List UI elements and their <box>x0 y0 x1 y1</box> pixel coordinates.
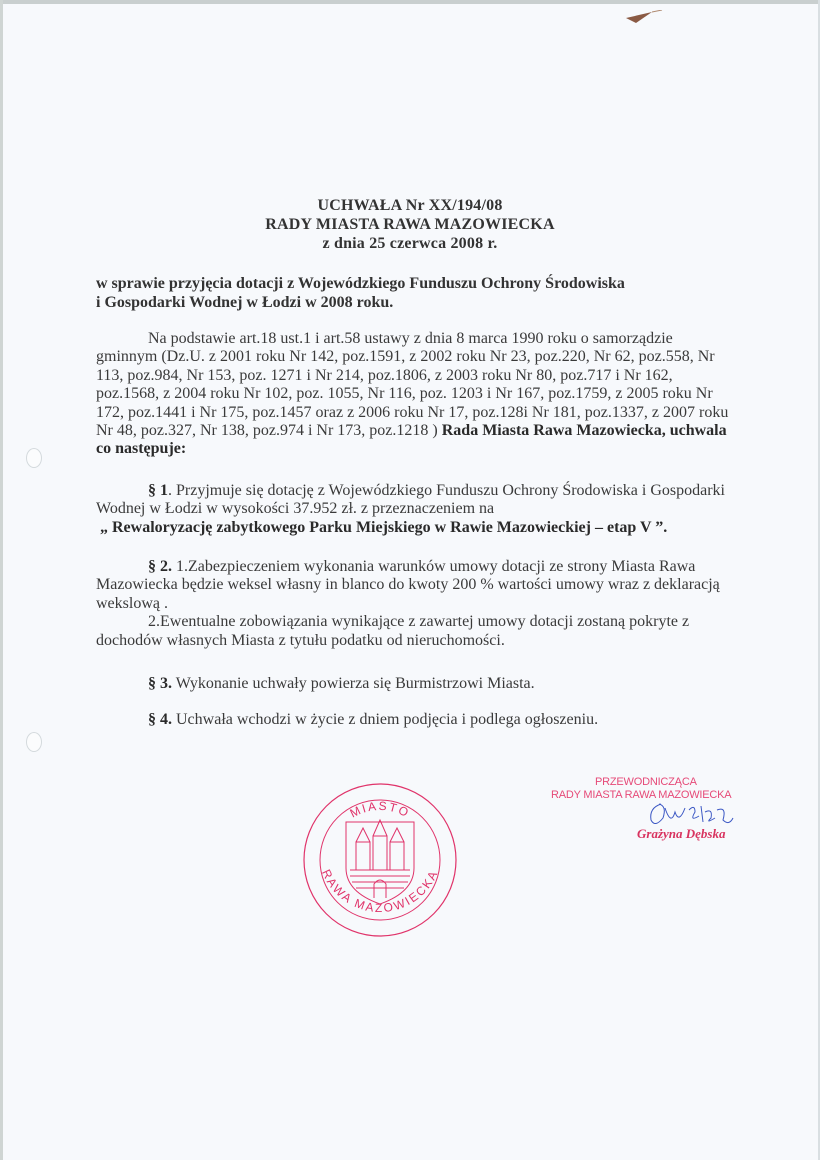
paper-tear-mark <box>624 10 664 26</box>
legal-basis-paragraph <box>96 330 736 459</box>
paragraph-3-label: § 3. <box>148 675 172 692</box>
paragraph-1-label: § 1 <box>148 482 168 499</box>
paragraph-3-text: Wykonanie uchwały powierza się Burmistrzowi Miasta. <box>172 675 535 692</box>
council-decision-text: Rada Miasta Rawa Mazowiecka, uchwala co następuje: <box>96 422 727 458</box>
resolution-number: UCHWAŁA Nr XX/194/08 <box>317 197 503 214</box>
stamp-bottom-text: RAWA MAZOWIECKA <box>319 867 441 916</box>
paragraph-1-text: . Przyjmuje się dotację z Wojewódzkiego Funduszu Ochrony Środowiska i Gospodarki Wodnej w Łodzi w wysokości 37.952 zł. z przeznaczeniem na <box>96 482 725 518</box>
signature-block <box>545 776 745 841</box>
paragraph-2-point-2: 2.Ewentualne zobowiązania wynikające z zawartej umowy dotacji zostaną pokryte z dochodów własnych Miasta z tytułu podatku od nieruchomości. <box>96 613 690 649</box>
subject-line-2: i Gospodarki Wodnej w Łodzi w 2008 roku. <box>96 294 394 311</box>
paragraph-1 <box>96 482 736 537</box>
punch-hole-bottom <box>26 732 42 752</box>
signatory-role: PRZEWODNICZĄCA <box>595 776 697 788</box>
paragraph-3 <box>96 675 736 693</box>
paragraph-2 <box>96 558 736 650</box>
legal-basis-text: Na podstawie art.18 ust.1 i art.58 ustawy z dnia 8 marca 1990 roku o samorządzie gminnym (Dz.U. z 2001 roku Nr 142, poz.1591, z 2002 roku Nr 23, poz.220, Nr 62, poz.558, Nr 113, poz.984, Nr 153, poz. 1271 i Nr 214, poz.1806, z 2003 roku Nr 80, poz.717 i Nr 162, poz.1568, z 2004 roku Nr 102, poz. 1055, Nr 116, poz. 1203 i Nr 167, poz.1759, z 2005 roku Nr 172, poz.1441 i Nr 175, poz.1457 oraz z 2006 roku Nr 17, poz.128i Nr 181, poz.1337, z 2007 roku Nr 48, poz.327, Nr 138, poz.974 i Nr 173, poz.1218 ) <box>96 330 729 440</box>
subject-line-1: w sprawie przyjęcia dotacji z Wojewódzkiego Funduszu Ochrony Środowiska <box>96 275 625 292</box>
paragraph-4 <box>96 711 736 729</box>
punch-hole-top <box>26 448 42 468</box>
paragraph-4-text: Uchwała wchodzi w życie z dniem podjęcia i podlega ogłoszeniu. <box>172 711 599 728</box>
quote-open: „ <box>100 518 112 536</box>
resolution-subject <box>96 274 736 312</box>
council-name: RADY MIASTA RAWA MAZOWIECKA <box>265 216 555 233</box>
page-left-edge <box>0 0 3 1160</box>
paragraph-2-point-1 <box>96 558 736 613</box>
page-top-edge <box>0 0 820 4</box>
grant-purpose <box>96 519 736 537</box>
quote-close: ”. <box>651 518 668 536</box>
grant-purpose-text: Rewaloryzację zabytkowego Parku Miejskiego w Rawie Mazowieckiej – etap V <box>112 518 652 536</box>
coat-of-arms-castle-icon <box>346 820 414 904</box>
resolution-heading <box>0 196 820 253</box>
paragraph-2-text-1: 1.Zabezpieczeniem wykonania warunków umowy dotacji ze strony Miasta Rawa Mazowiecka będzie weksel własny in blanco do kwoty 200 % wartości umowy wraz z deklaracją wekslową . <box>96 558 720 612</box>
signatory-name: Grażyna Dębska <box>637 826 726 841</box>
city-seal-stamp <box>300 780 460 940</box>
signatory-council: RADY MIASTA RAWA MAZOWIECKA <box>551 789 732 801</box>
paragraph-2-label: § 2. <box>148 558 172 575</box>
paragraph-4-label: § 4. <box>148 711 172 728</box>
resolution-date: z dnia 25 czerwca 2008 r. <box>322 235 498 252</box>
stamp-top-text: MIASTO <box>347 798 413 821</box>
